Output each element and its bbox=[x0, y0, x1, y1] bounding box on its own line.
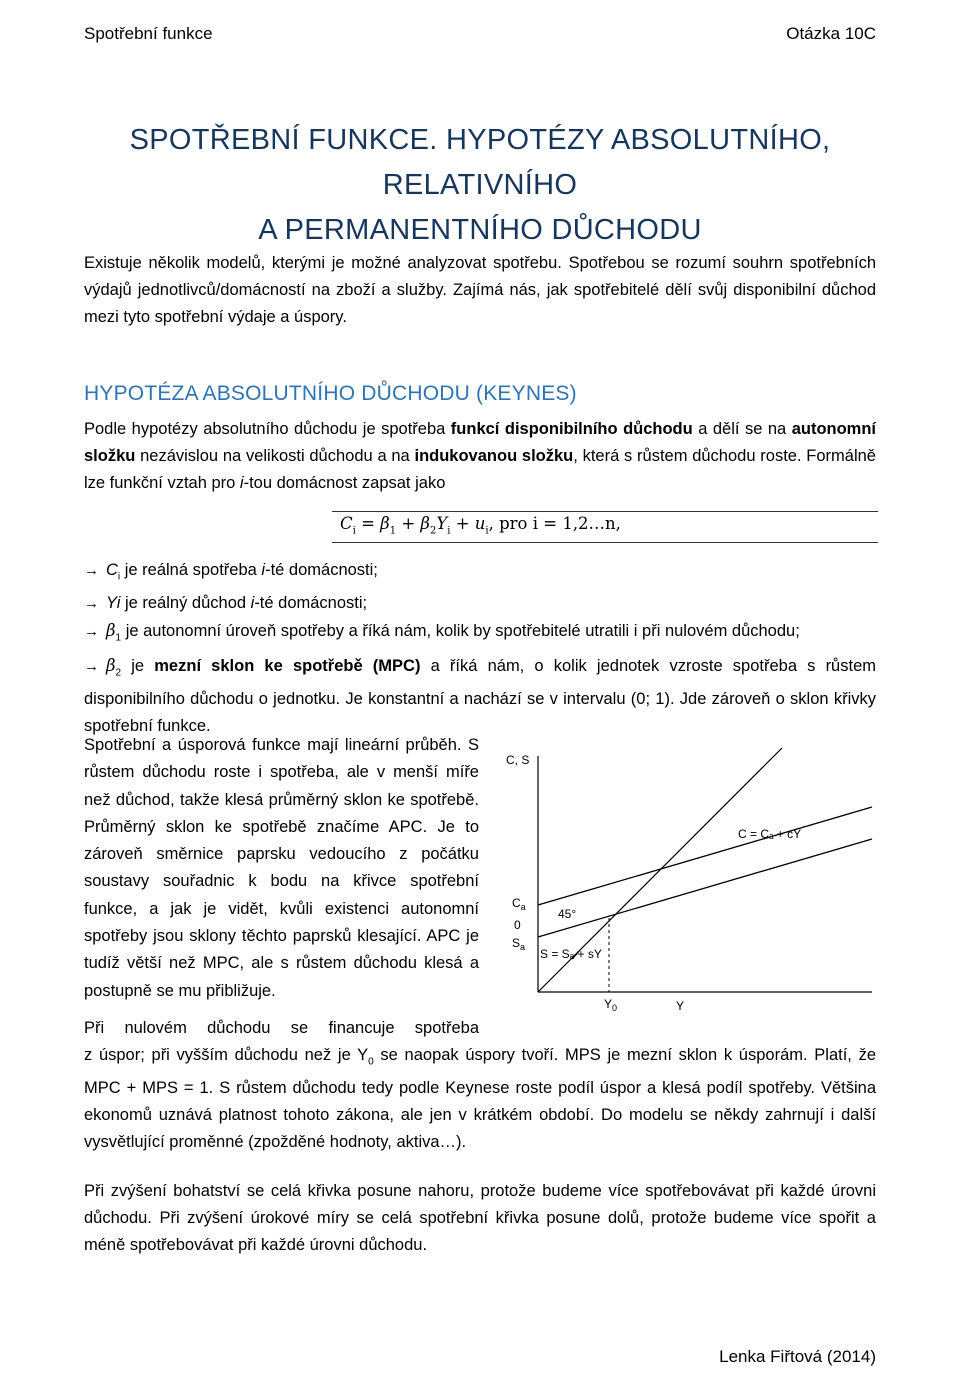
ca-text: C bbox=[512, 896, 521, 910]
text: -té domácnosti; bbox=[265, 561, 378, 579]
title-line-1: SPOTŘEBNÍ FUNKCE. HYPOTÉZY ABSOLUTNÍHO, RELATIVNÍHO bbox=[129, 124, 831, 201]
label-savings-function: S = Sₐ + sY bbox=[540, 947, 602, 961]
y0-text: Y bbox=[604, 997, 613, 1011]
italic-text: i bbox=[239, 474, 244, 492]
formula-rest: , pro i = 1,2…n, bbox=[488, 514, 621, 533]
header-right: Otázka 10C bbox=[786, 24, 876, 43]
label-zero: 0 bbox=[514, 918, 521, 932]
formula-sub: i bbox=[352, 525, 356, 537]
symbol: C bbox=[106, 561, 118, 579]
formula-u: u bbox=[474, 514, 486, 533]
text: je reálný důchod bbox=[120, 594, 251, 613]
text: a dělí se na bbox=[692, 420, 792, 438]
section-heading: HYPOTÉZA ABSOLUTNÍHO DŮCHODU (KEYNES) bbox=[84, 382, 577, 405]
text: -té domácnosti; bbox=[254, 594, 368, 613]
text: se naopak úspory tvoří. MPS je mezní sklon k úsporám. Platí, že MPC + MPS = 1. S růstem důchodu tedy podle Keynese roste podíl úspor a klesá podíl spotřeby. Většina ekonomů uznává platnost tohoto zákona, ale jen v krátkém období. Do modelu se někdy zahrnují i další vysvětlující proměnné (zpožděné hodnoty, aktiva…). bbox=[84, 1046, 877, 1152]
arrow-right-icon: → bbox=[84, 595, 99, 613]
consumption-savings-figure bbox=[500, 740, 880, 1020]
arrow-right-icon: → bbox=[84, 623, 99, 641]
symbol: β bbox=[106, 621, 116, 641]
label-ca bbox=[512, 896, 526, 912]
label-angle: 45° bbox=[558, 907, 577, 921]
symbol-sub: i bbox=[117, 571, 121, 583]
list-item bbox=[84, 617, 876, 651]
formula-beta2: β bbox=[420, 514, 430, 533]
paragraph-mps-first-line: Při nulovém důchodu se financuje spotřeba bbox=[84, 1019, 479, 1037]
arrow-right-icon: → bbox=[84, 562, 99, 579]
label-sa bbox=[512, 936, 525, 952]
text: je bbox=[121, 656, 155, 675]
formula-beta1: β bbox=[380, 514, 390, 533]
formula-sub: 2 bbox=[429, 525, 437, 537]
text: , která s růstem důchodu roste. Formálně lze funkční vztah pro bbox=[84, 447, 876, 492]
bold-text: autonomní složku bbox=[84, 420, 877, 465]
label-y0 bbox=[604, 997, 617, 1013]
formula-op: + bbox=[396, 514, 421, 533]
text: je autonomní úroveň spotřeby a říká nám, kolik by spotřebitelé utratili i při nulovém důchodu; bbox=[121, 622, 800, 641]
list-item bbox=[84, 557, 876, 590]
formula-c: C bbox=[340, 514, 353, 533]
formula-sub: i bbox=[447, 525, 451, 537]
formula-sub: i bbox=[485, 525, 489, 537]
header-left: Spotřební funkce bbox=[84, 24, 213, 43]
consumption-formula bbox=[340, 514, 621, 536]
italic-text: i bbox=[261, 561, 266, 579]
consumption-line bbox=[538, 807, 872, 905]
sa-text: S bbox=[512, 936, 521, 950]
footer-author: Lenka Fiřtová (2014) bbox=[719, 1347, 876, 1366]
intro-paragraph: Existuje několik modelů, kterými je možné analyzovat spotřebu. Spotřebou se rozumí souhrn spotřebních výdajů jednotlivců/domácností na zboží a služby. Zajímá nás, jak spotřebitelé dělí svůj disponibilní důchod mezi tyto spotřební výdaje a úspory. bbox=[84, 254, 876, 326]
axis-label-y: Y bbox=[676, 999, 685, 1013]
formula-sub: 1 bbox=[389, 525, 397, 537]
text: z úspor; při vyšším důchodu než je Y bbox=[84, 1046, 369, 1064]
sa-sub: a bbox=[520, 942, 526, 952]
axis-label-cs: C, S bbox=[506, 753, 530, 767]
text: a říká nám, o kolik jednotek vzroste spotřeba s růstem disponibilního důchodu o jednotku. Je konstantní a nachází se v intervalu (0; 1). Jde zároveň o sklon křivky spotřební funkce. bbox=[84, 656, 876, 735]
paragraph-mps bbox=[84, 1042, 876, 1156]
symbol: β bbox=[106, 655, 116, 675]
formula-y: Y bbox=[436, 514, 448, 533]
savings-line bbox=[538, 839, 872, 937]
bold-text: funkcí disponibilního důchodu bbox=[450, 420, 693, 438]
text: Podle hypotézy absolutního důchodu je spotřeba bbox=[84, 420, 451, 438]
page-title bbox=[84, 118, 876, 253]
bold-text: mezní sklon ke spotřebě (MPC) bbox=[154, 656, 421, 675]
list-item bbox=[84, 590, 876, 617]
symbol: Yi bbox=[106, 594, 121, 613]
list-item bbox=[84, 652, 876, 740]
text: -tou domácnost zapsat jako bbox=[243, 474, 446, 492]
formula-op: = bbox=[355, 514, 381, 533]
title-line-2: A PERMANENTNÍHO DŮCHODU bbox=[258, 214, 702, 246]
paragraph-apc: Spotřební a úsporová funkce mají lineární průběh. S růstem důchodu roste i spotřeba, ale v menší míře než důchod, takže klesá průměrný sklon ke spotřebě. Průměrný sklon ke spotřebě značíme APC. Je to zároveň směrnice paprsku vedoucího z počátku soustavy souřadnic k bodu na křivce spotřební funkce, a jak je vidět, kvůli existenci autonomní spotřeby jsou sklony těchto paprsků klesající. APC je tudíž větší než MPC, ale s růstem důchodu klesá a postupně se mu přibližuje. bbox=[84, 736, 479, 1000]
label-consumption-function: C = Cₐ + cY bbox=[738, 827, 802, 841]
italic-text: i bbox=[250, 594, 255, 613]
y0-subscript: 0 bbox=[368, 1056, 374, 1068]
arrow-right-icon: → bbox=[84, 657, 99, 675]
text: je reálná spotřeba bbox=[120, 561, 262, 579]
ca-sub: a bbox=[520, 902, 526, 912]
y0-sub: 0 bbox=[612, 1003, 618, 1013]
symbol-sub: 2 bbox=[115, 666, 122, 678]
paragraph-wealth: Při zvýšení bohatství se celá křivka posune nahoru, protože budeme více spotřebovávat při každé úrovni důchodu. Při zvýšení úrokové míry se celá spotřební křivka posune dolů, protože budeme více spořit a méně spotřebovávat při každé úrovni důchodu. bbox=[84, 1182, 876, 1254]
symbol-sub: 1 bbox=[115, 632, 122, 644]
text: nezávislou na velikosti důchodu a na bbox=[135, 447, 415, 465]
definition-list bbox=[84, 557, 876, 740]
bold-text: indukovanou složku bbox=[414, 447, 574, 465]
section-paragraph bbox=[84, 416, 876, 497]
formula-op: + bbox=[450, 514, 475, 533]
